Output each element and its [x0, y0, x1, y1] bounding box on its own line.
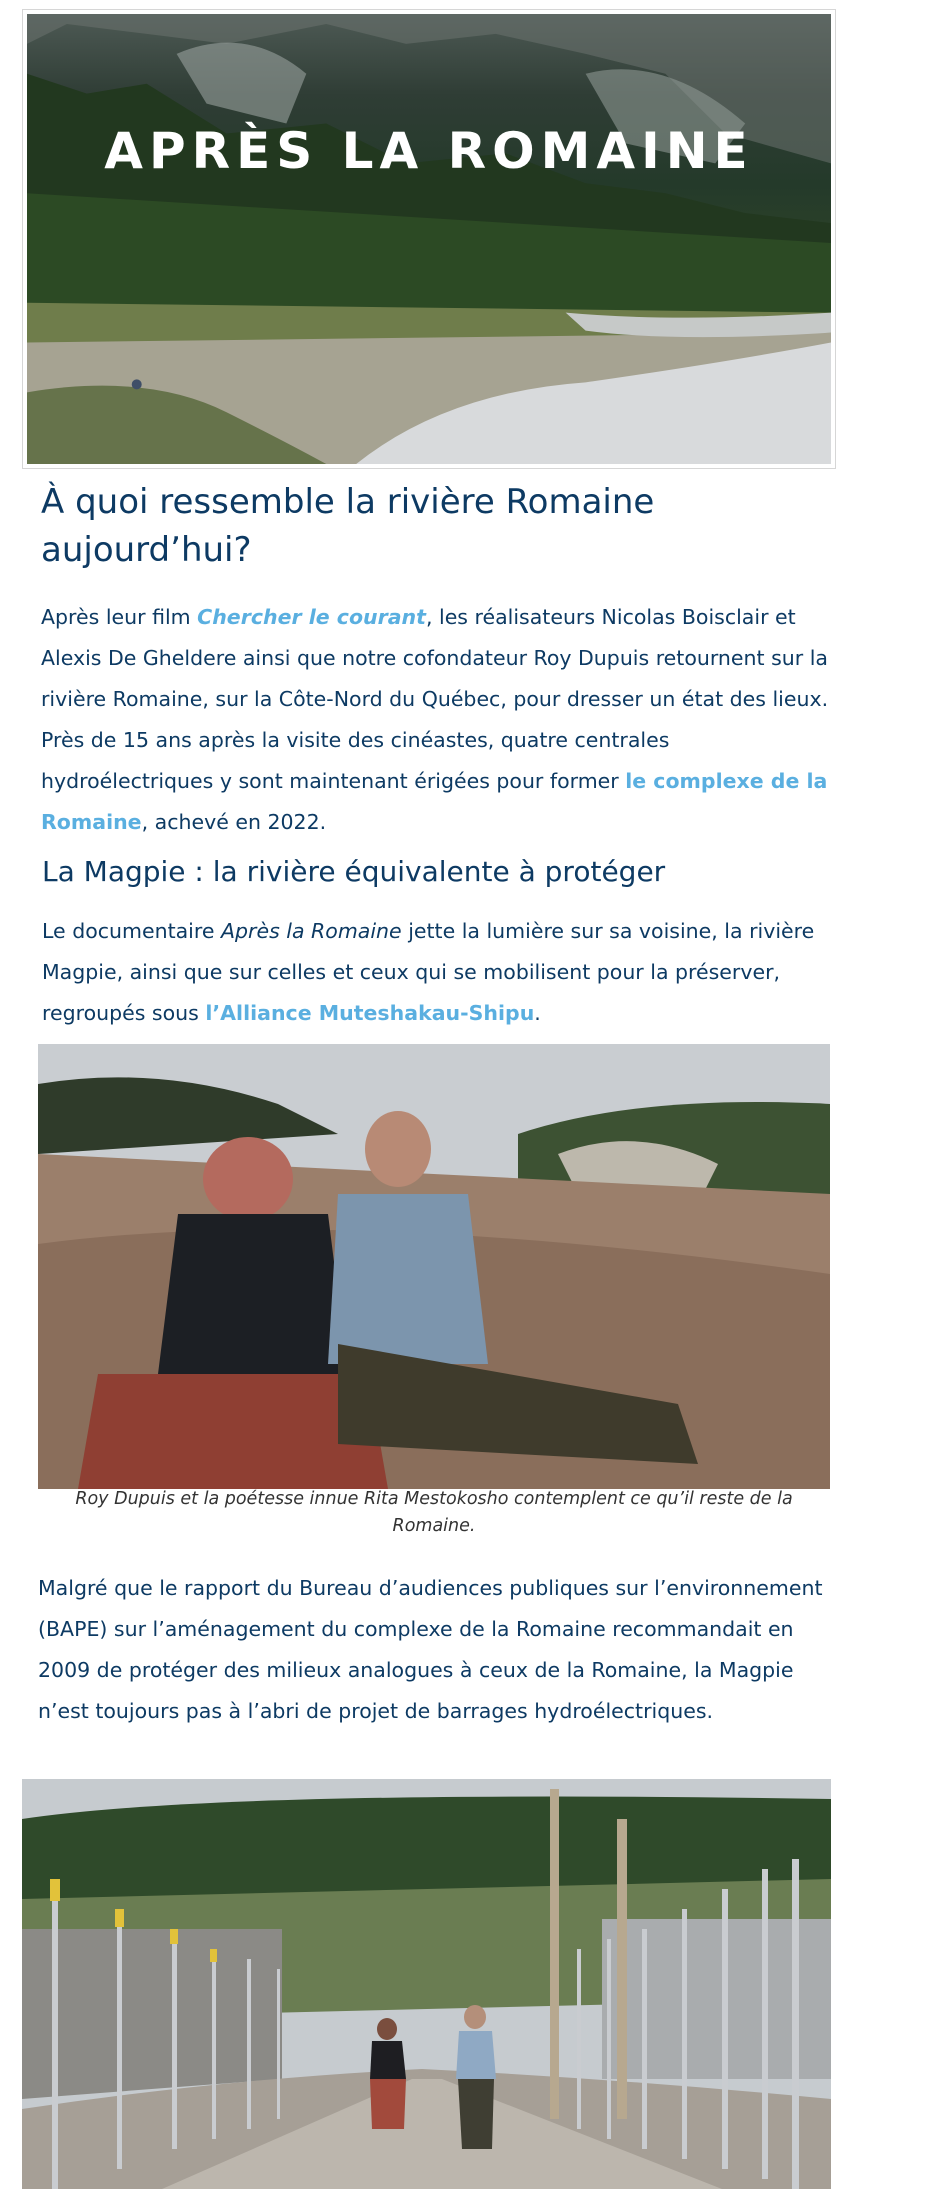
- section1-paragraph: [41, 597, 841, 843]
- paragraph-text: , les réalisateurs Nicolas Boisclair et Alexis De Gheldere ainsi que notre cofondateur Roy Dupuis retournent sur la rivière Romaine, sur la Côte-Nord du Québec, pour dresser un état des lieux. Près de 15 ans après la visite des cinéastes, quatre centrales hydroélectriques y sont maintenant érigées pour former: [41, 605, 829, 793]
- section3-paragraph: Malgré que le rapport du Bureau d’audiences publiques sur l’environnement (BAPE) sur l’aménagement du complexe de la Romaine recommandait en 2009 de protéger des milieux analogues à ceux de la Romaine, la Magpie n’est toujours pas à l’abri de projet de barrages hydroélectriques.: [38, 1576, 823, 1723]
- photo-caption: Roy Dupuis et la poétesse innue Rita Mestokosho contemplent ce qu’il reste de la Romaine.: [75, 1489, 793, 1536]
- paragraph-text: , achevé en 2022.: [141, 810, 327, 834]
- photo-walking-on-dam: [22, 1779, 831, 2189]
- section2-paragraph: [42, 911, 832, 1034]
- hero-image-frame: [22, 9, 836, 469]
- section-heading-magpie: La Magpie : la rivière équivalente à protéger: [42, 855, 666, 888]
- hero-landscape-illustration: [27, 14, 831, 464]
- link-chercher-le-courant[interactable]: Chercher le courant: [197, 605, 426, 629]
- hero-image: [27, 14, 831, 464]
- link-alliance-muteshakau-shipu[interactable]: l’Alliance Muteshakau-Shipu: [205, 1001, 535, 1025]
- paragraph-text: jette la lumière sur sa voisine, la rivière Magpie, ainsi que sur celles et ceux qui se mobilisent pour la préserver, regroupés sous: [42, 919, 815, 1025]
- paragraph-text: Après leur film: [41, 605, 198, 629]
- documentary-title: Après la Romaine: [221, 919, 402, 943]
- paragraph-text: .: [534, 1001, 541, 1025]
- link-complexe-romaine[interactable]: le complexe de la Romaine: [41, 769, 828, 834]
- hero-title: APRÈS LA ROMAINE: [104, 122, 754, 180]
- photo-roy-dupuis-rita-mestokosho: [38, 1044, 830, 1489]
- paragraph-text: Le documentaire: [42, 919, 221, 943]
- section-heading-romaine: À quoi ressemble la rivière Romaine aujourd’hui?: [41, 482, 655, 570]
